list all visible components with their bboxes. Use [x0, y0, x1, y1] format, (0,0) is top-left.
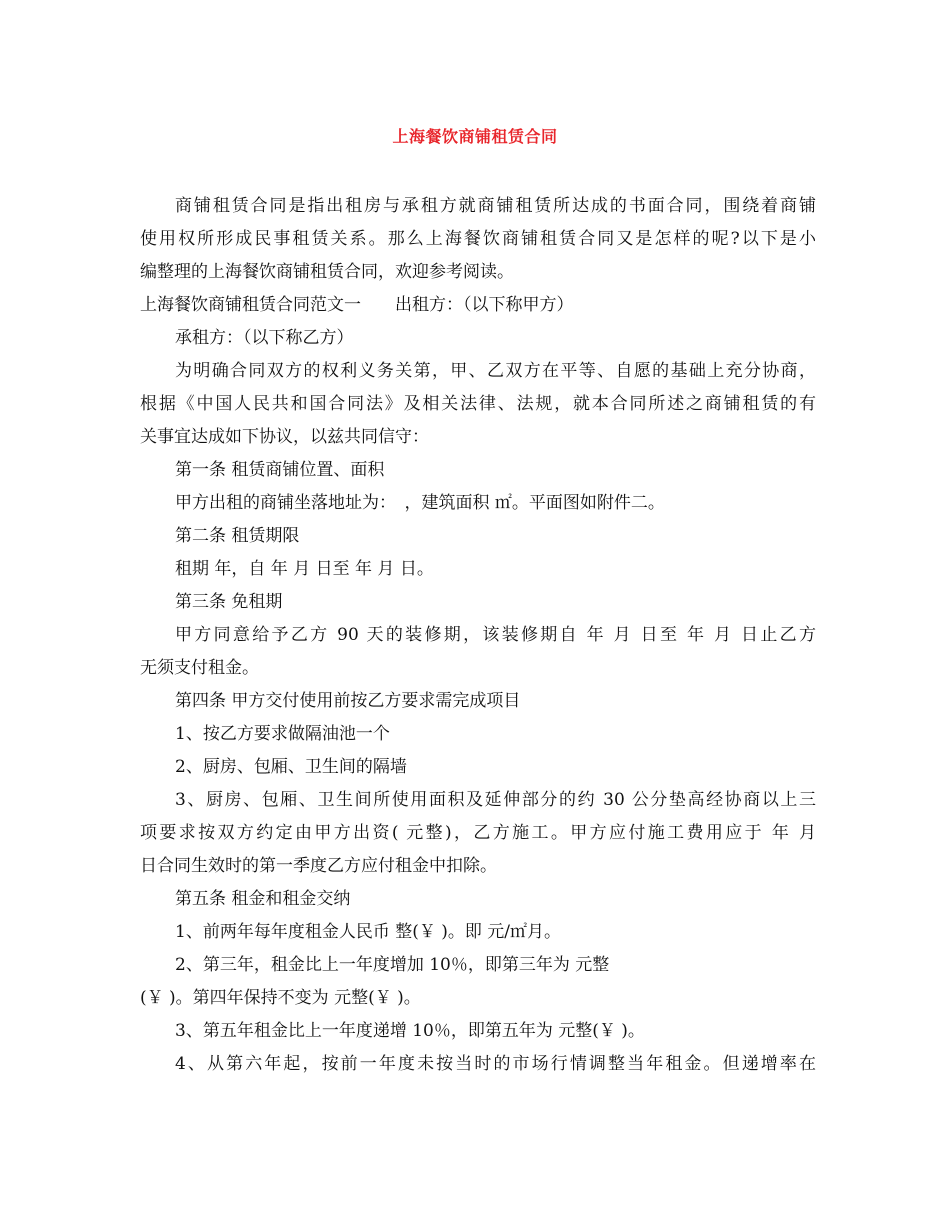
text-line: 第四条 甲方交付使用前按乙方要求需完成项目 [175, 691, 521, 711]
text-line: 1、按乙方要求做隔油池一个 [175, 724, 390, 744]
text-line: 甲方同意给予乙方 90 天的装修期，该装修期自 年 月 日至 年 月 日止乙方 [175, 625, 816, 645]
text-line: 第五条 租金和租金交纳 [175, 889, 351, 909]
text-line: 上海餐饮商铺租赁合同范文一 出租方：（以下称甲方） [140, 295, 574, 315]
text-line: 第一条 租赁商铺位置、面积 [175, 460, 385, 480]
text-line: (￥ )。第四年保持不变为 元整(￥ )。 [140, 988, 421, 1008]
text-line: 日合同生效时的第一季度乙方应付租金中扣除。 [140, 856, 497, 876]
text-line: 商铺租赁合同是指出租房与承租方就商铺租赁所达成的书面合同，围绕着商铺 [175, 196, 816, 216]
text-line: 甲方出租的商铺坐落地址为： ，建筑面积 ㎡。平面图如附件二。 [175, 493, 665, 513]
text-line: 项要求按双方约定由甲方出资( 元整)，乙方施工。甲方应付施工费用应于 年 月 [140, 823, 816, 843]
text-line: 编整理的上海餐饮商铺租赁合同，欢迎参考阅读。 [140, 262, 514, 282]
text-line: 3、厨房、包厢、卫生间所使用面积及延伸部分的约 30 公分垫高经协商以上三 [175, 790, 816, 810]
text-line: 4、从第六年起，按前一年度未按当时的市场行情调整当年租金。但递增率在 [175, 1054, 816, 1074]
text-line: 承租方：（以下称乙方） [175, 328, 354, 348]
text-line: 关事宜达成如下协议，以兹共同信守： [140, 427, 429, 447]
document-body [140, 190, 816, 1081]
text-line: 第二条 租赁期限 [175, 526, 300, 546]
text-line: 使用权所形成民事租赁关系。那么上海餐饮商铺租赁合同又是怎样的呢?以下是小 [140, 229, 816, 249]
text-line: 租期 年，自 年 月 日至 年 月 日。 [175, 559, 434, 579]
text-line: 无须支付租金。 [140, 658, 259, 678]
text-line: 第三条 免租期 [175, 592, 283, 612]
text-line: 2、第三年，租金比上一年度增加 10％，即第三年为 元整 [175, 955, 610, 975]
text-line: 为明确合同双方的权利义务关第，甲、乙双方在平等、自愿的基础上充分协商， [175, 361, 816, 381]
text-line: 根据《中国人民共和国合同法》及相关法律、法规，就本合同所述之商铺租赁的有 [140, 394, 816, 414]
text-line: 1、前两年每年度租金人民币 整(￥ )。即 元/㎡月。 [175, 922, 562, 942]
document-title: 上海餐饮商铺租赁合同 [392, 127, 558, 146]
text-line: 2、厨房、包厢、卫生间的隔墙 [175, 757, 407, 777]
text-line: 3、第五年租金比上一年度递增 10％，即第五年为 元整(￥ )。 [175, 1021, 645, 1041]
